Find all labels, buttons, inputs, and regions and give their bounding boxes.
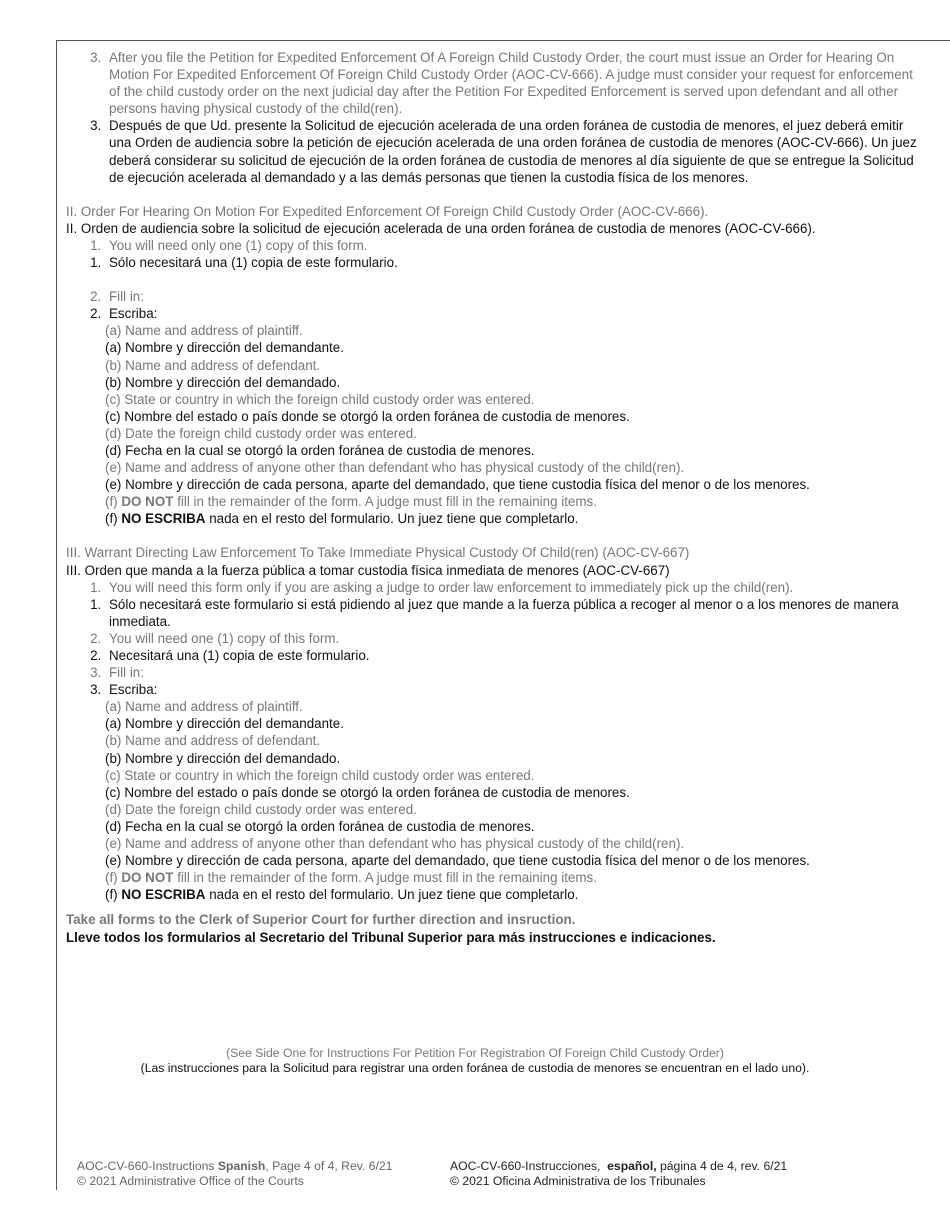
section-iii xyxy=(66,544,926,903)
closing-instruction xyxy=(66,911,926,945)
sub-item-d-en: (d) Date the foreign child custody order was entered. xyxy=(105,425,417,441)
footer-english xyxy=(77,1159,392,1189)
sub-item-b-es: (b) Nombre y dirección del demandado. xyxy=(105,374,341,390)
list-item: 2 . Fill in: xyxy=(66,288,926,305)
side-one-note-en: (See Side One for Instructions For Petition For Registration Of Foreign Child Custody Order) xyxy=(226,1046,724,1060)
closing-instruction-es: Lleve todos los formularios al Secretario del Tribunal Superior para más instrucciones e indicaciones. xyxy=(66,929,716,945)
section-ii xyxy=(66,203,926,528)
list-item: 2 . Escriba: xyxy=(66,305,926,322)
item-number: 3 . xyxy=(66,117,105,185)
sub-item-b-es: (b) Nombre y dirección del demandado. xyxy=(105,750,341,766)
side-one-note xyxy=(0,1046,950,1076)
list-item xyxy=(66,49,926,117)
sub-item-a-es: (a) Nombre y dirección del demandante. xyxy=(105,716,344,732)
sub-item-f-en: (f) DO NOT fill in the remainder of the form. A judge must fill in the remaining items. xyxy=(105,870,597,886)
list-item: 2 . You will need one (1) copy of this form. xyxy=(66,630,926,647)
section-heading-en: III. Warrant Directing Law Enforcement To Take Immediate Physical Custody Of Child(ren) (AOC-CV-667) xyxy=(66,545,690,561)
list-item: 1 . Sólo necesitará este formulario si está pidiendo al juez que mande a la fuerza pública a recoger al menor o a los menores de manera inmediata. xyxy=(66,596,926,630)
sub-item-f-en: (f) DO NOT fill in the remainder of the form. A judge must fill in the remaining items. xyxy=(105,494,597,510)
sub-item-c-en: (c) State or country in which the foreign child custody order was entered. xyxy=(105,767,535,783)
list-item: 1 . Sólo necesitará una (1) copia de este formulario. xyxy=(66,254,926,271)
sub-item-d-es: (d) Fecha en la cual se otorgó la orden foránea de custodia de menores. xyxy=(105,818,535,834)
instructions-body xyxy=(66,49,926,946)
footer-copyright: © 2021 Administrative Office of the Courts xyxy=(77,1174,304,1188)
footer-spanish xyxy=(450,1159,787,1189)
sub-item-c-en: (c) State or country in which the foreign child custody order was entered. xyxy=(105,391,535,407)
footer-form-line: AOC-CV-660-Instrucciones, español, página 4 de 4, rev. 6/21 xyxy=(450,1159,788,1173)
sub-item-c-es: (c) Nombre del estado o país donde se otorgó la orden foránea de custodia de menores. xyxy=(105,408,630,424)
item-text-es: Después de que Ud. presente la Solicitud de ejecución acelerada de una orden foránea de custodia de menores, el juez deberá emitir una Orden de audiencia sobre la petición de ejecución acelerada de una orden foránea de custodia de menores (AOC-CV-666). Un juez deberá considerar su solicitud de ejecución de la orden foránea de custodia de menores al día siguiente de que se entregue la Solicitud de ejecución acelerada al demandado y a las demás personas que tienen la custodia física de los menores. xyxy=(109,118,917,185)
sub-item-a-en: (a) Name and address of plaintiff. xyxy=(105,699,303,715)
list-item: 2 . Necesitará una (1) copia de este formulario. xyxy=(66,647,926,664)
page-frame-top-rule xyxy=(56,40,950,41)
sub-item-c-es: (c) Nombre del estado o país donde se otorgó la orden foránea de custodia de menores. xyxy=(105,784,630,800)
sub-item-b-en: (b) Name and address of defendant. xyxy=(105,733,321,749)
sub-item-e-en: (e) Name and address of anyone other than defendant who has physical custody of the child(ren). xyxy=(105,836,685,852)
section-heading-en: II. Order For Hearing On Motion For Expedited Enforcement Of Foreign Child Custody Order (AOC-CV-666). xyxy=(66,203,709,219)
sub-item-e-en: (e) Name and address of anyone other than defendant who has physical custody of the child(ren). xyxy=(105,460,685,476)
sub-item-d-es: (d) Fecha en la cual se otorgó la orden foránea de custodia de menores. xyxy=(105,442,535,458)
footer-copyright: © 2021 Oficina Administrativa de los Tribunales xyxy=(450,1174,706,1188)
side-one-note-es: (Las instrucciones para la Solicitud para registrar una orden foránea de custodia de menores se encuentran en el lado uno). xyxy=(140,1061,810,1075)
sub-item-f-es: (f) NO ESCRIBA nada en el resto del formulario. Un juez tiene que completarlo. xyxy=(105,511,579,527)
sub-item-a-en: (a) Name and address of plaintiff. xyxy=(105,323,303,339)
item-number: 3 . xyxy=(66,49,105,117)
sub-item-f-es: (f) NO ESCRIBA nada en el resto del formulario. Un juez tiene que completarlo. xyxy=(105,887,579,903)
sub-item-a-es: (a) Nombre y dirección del demandante. xyxy=(105,340,344,356)
page-frame-left-rule xyxy=(56,40,57,1190)
footer-form-line: AOC-CV-660-Instructions Spanish, Page 4 of 4, Rev. 6/21 xyxy=(77,1159,393,1173)
closing-instruction-en: Take all forms to the Clerk of Superior Court for further direction and insruction. xyxy=(66,912,576,928)
list-item xyxy=(66,117,926,185)
item-text-en: After you file the Petition for Expedited Enforcement Of A Foreign Child Custody Order, the court must issue an Order for Hearing On Motion For Expedited Enforcement Of Foreign Child Custody Order (AOC-CV-666). A judge must consider your request for enforcement of the child custody order on the next judicial day after the Petition For Expedited Enforcement is served upon defendant and all other persons having physical custody of the child(ren). xyxy=(109,50,913,117)
list-item: 3 . Escriba: xyxy=(66,681,926,698)
list-item: 1 . You will need this form only if you are asking a judge to order law enforcement to immediately pick up the child(ren). xyxy=(66,579,926,596)
sub-item-e-es: (e) Nombre y dirección de cada persona, aparte del demandado, que tiene custodia física del menor o de los menores. xyxy=(105,477,810,493)
section-i-continued xyxy=(66,49,926,186)
sub-item-d-en: (d) Date the foreign child custody order was entered. xyxy=(105,801,417,817)
section-heading-es: II. Orden de audiencia sobre la solicitud de ejecución acelerada de una orden foránea de custodia de menores (AOC-CV-666). xyxy=(66,220,816,236)
section-heading-es: III. Orden que manda a la fuerza pública a tomar custodia física inmediata de menores (AOC-CV-667) xyxy=(66,562,670,578)
list-item: 1 . You will need only one (1) copy of this form. xyxy=(66,237,926,254)
sub-item-b-en: (b) Name and address of defendant. xyxy=(105,357,321,373)
sub-item-e-es: (e) Nombre y dirección de cada persona, aparte del demandado, que tiene custodia física del menor o de los menores. xyxy=(105,853,810,869)
list-item: 3 . Fill in: xyxy=(66,664,926,681)
